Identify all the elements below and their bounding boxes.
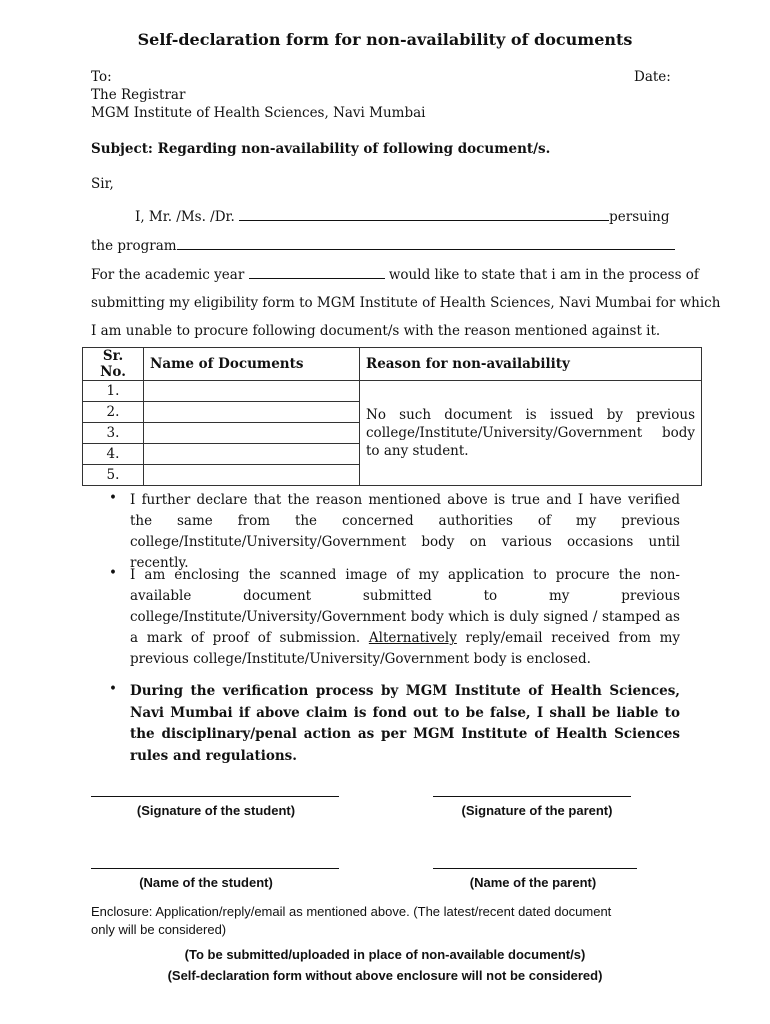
date-label: Date: <box>634 69 671 85</box>
alternatively-text: Alternatively <box>368 630 457 646</box>
student-name-line[interactable] <box>91 868 339 869</box>
row-number: 5. <box>83 465 144 486</box>
name-blank[interactable] <box>239 208 609 221</box>
parent-name-line[interactable] <box>433 868 637 869</box>
name-prefix: I, Mr. /Ms. /Dr. <box>135 209 235 225</box>
bullet-icon: • <box>109 490 117 506</box>
program-prefix: the program <box>91 238 177 254</box>
body-line-program <box>91 237 675 255</box>
document-name-cell[interactable] <box>144 465 360 486</box>
header-reason: Reason for non-availability <box>360 348 702 381</box>
enclosure-statement: I am enclosing the scanned image of my application to procure the non-available document submitted to my previous college/Institute/University/Government body which is duly signed / stamped as a mark of proof of submission. <box>130 567 680 646</box>
bullet-icon: • <box>109 681 117 697</box>
table-row <box>83 381 702 402</box>
header-document-name: Name of Documents <box>144 348 360 381</box>
reason-cell: No such document is issued by previous college/Institute/University/Government body to any student. <box>360 381 702 486</box>
body-line-4: submitting my eligibility form to MGM Institute of Health Sciences, Navi Mumbai for which <box>91 295 721 311</box>
body-line-year <box>91 266 699 284</box>
student-signature-line[interactable] <box>91 796 339 797</box>
academic-year-blank[interactable] <box>249 266 385 279</box>
document-name-cell[interactable] <box>144 381 360 402</box>
table-header-row <box>83 348 702 381</box>
bullet-icon: • <box>109 565 117 581</box>
name-suffix: persuing <box>609 209 670 225</box>
year-suffix: would like to state that i am in the process of <box>388 267 699 283</box>
addressee-line: The Registrar <box>91 87 186 103</box>
year-prefix: For the academic year <box>91 267 245 283</box>
subject-line: Subject: Regarding non-availability of following document/s. <box>91 141 551 157</box>
row-number: 3. <box>83 423 144 444</box>
student-name-label: (Name of the student) <box>139 875 273 890</box>
document-name-cell[interactable] <box>144 444 360 465</box>
header-sr-no: Sr. No. <box>83 348 144 381</box>
body-line-5: I am unable to procure following document/s with the reason mentioned against it. <box>91 323 661 339</box>
enclosure-line-2: only will be considered) <box>91 922 227 937</box>
parent-name-label: (Name of the parent) <box>469 875 597 890</box>
document-name-cell[interactable] <box>144 423 360 444</box>
salutation: Sir, <box>91 176 114 192</box>
student-signature-label: (Signature of the student) <box>136 803 296 818</box>
enclosure-line-1: Enclosure: Application/reply/email as mentioned above. (The latest/recent dated document <box>91 904 612 919</box>
program-blank[interactable] <box>177 237 675 250</box>
documents-table <box>82 347 702 486</box>
row-number: 4. <box>83 444 144 465</box>
parent-signature-line[interactable] <box>433 796 631 797</box>
row-number: 1. <box>83 381 144 402</box>
document-name-cell[interactable] <box>144 402 360 423</box>
enclosure-alternative: reply/email received from my previous college/Institute/University/Government body is enclosed. <box>130 630 681 667</box>
to-label: To: <box>91 69 112 85</box>
submission-note: (To be submitted/uploaded in place of non-available document/s) <box>184 947 586 962</box>
form-title: Self-declaration form for non-availability of documents <box>137 30 633 49</box>
enclosure-warning: (Self-declaration form without above enclosure will not be considered) <box>167 968 603 983</box>
declaration-paragraph-2 <box>130 565 680 670</box>
declaration-paragraph-1: I further declare that the reason mentioned above is true and I have verified the same from the concerned authorities of my previous college/Institute/University/Government body on various occasions until recently. <box>130 492 680 571</box>
parent-signature-label: (Signature of the parent) <box>461 803 613 818</box>
institute-line: MGM Institute of Health Sciences, Navi Mumbai <box>91 105 426 121</box>
declaration-paragraph-3: During the verification process by MGM Institute of Health Sciences, Navi Mumbai if above claim is fond out to be false, I shall be liable to the disciplinary/penal action as per MGM Institute of Health Sciences rules and regulations. <box>130 683 680 764</box>
body-line-name <box>135 208 669 226</box>
row-number: 2. <box>83 402 144 423</box>
